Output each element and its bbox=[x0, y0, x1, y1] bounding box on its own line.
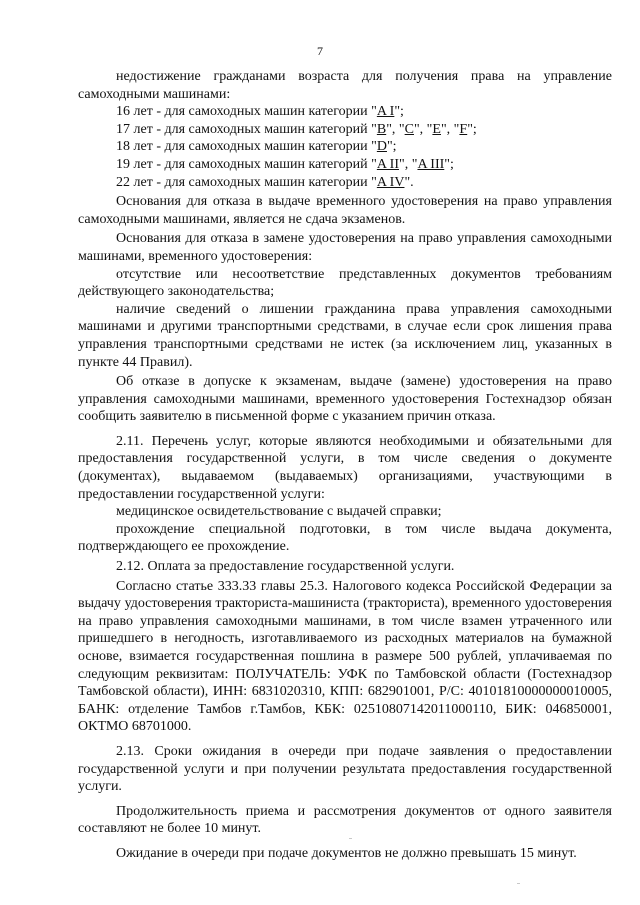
text-run: прохождение специальной подготовки, в том числе выдача документа, подтверждающего ее прохождение. bbox=[78, 521, 612, 555]
paragraph bbox=[78, 266, 612, 301]
paragraph bbox=[78, 521, 612, 556]
text-run: ", " bbox=[440, 121, 460, 137]
scan-speck bbox=[517, 883, 520, 884]
category-label: A III bbox=[417, 156, 445, 172]
text-run: 16 лет - для самоходных машин категории " bbox=[116, 104, 377, 120]
text-run: 2.11. Перечень услуг, которые являются необходимыми и обязательными для предоставления государственной услуги, в том числе сведения о документе (документах), выдаваемом (выдаваемых) организациями, участвующими в предоставлении государственной услуги: bbox=[78, 433, 612, 502]
text-run: наличие сведений о лишении гражданина права управления самоходными машинами и другими транспортными средствами, в случае если срок лишения права управления транспортными средствами не истек (за исключением лиц, указанных в пункте 44 Правил). bbox=[78, 301, 612, 370]
category-label: B bbox=[376, 121, 387, 137]
category-label: A IV bbox=[376, 174, 405, 190]
category-label: E bbox=[432, 121, 441, 137]
category-label: F bbox=[459, 121, 468, 137]
text-run: Основания для отказа в выдаче временного удостоверения на право управления самоходными машинами, является не сдача экзаменов. bbox=[78, 194, 612, 227]
text-run: "; bbox=[444, 156, 454, 172]
text-run: "; bbox=[386, 139, 397, 155]
text-run: ". bbox=[404, 174, 414, 190]
text-run: медицинское освидетельствование с выдачей справки; bbox=[116, 504, 442, 520]
paragraph bbox=[78, 845, 612, 863]
paragraph bbox=[78, 743, 612, 796]
paragraph bbox=[78, 558, 612, 576]
text-run: ", " bbox=[386, 121, 405, 137]
category-label: A II bbox=[376, 156, 400, 172]
text-run: 17 лет - для самоходных машин категорий " bbox=[116, 121, 377, 137]
text-run: отсутствие или несоответствие представленных документов требованиям действующего законодательства; bbox=[78, 266, 612, 300]
text-run: 19 лет - для самоходных машин категорий " bbox=[116, 156, 377, 172]
text-run: "; bbox=[394, 104, 404, 120]
page-number: 7 bbox=[317, 44, 323, 58]
paragraph bbox=[78, 193, 612, 228]
paragraph bbox=[78, 156, 612, 174]
text-run: Согласно статье 333.33 главы 25.3. Налогового кодекса Российской Федерации за выдачу удостоверения тракториста-машиниста (тракториста), временного удостоверения на право управления самоходными машинами, в том числе взамен утраченного или пришедшего в негодность, изготавливаемого из расходных материалов на бумажной основе, взимается государственная пошлина в размере 500 рублей, уплачиваемая по следующим реквизитам: ПОЛУЧАТЕЛЬ: УФК по Тамбовской области (Гостехнадзор Тамбовской области), ИНН: 6831020310, КПП: 682901001, Р/С: 40101810000000010005, БАНК: отделение Тамбов г.Тамбов, КБК: 02510807142011000110, БИК: 046850001, ОКТМО 68701000. bbox=[78, 578, 612, 735]
document-body bbox=[78, 68, 612, 863]
paragraph bbox=[78, 121, 612, 139]
text-run: Об отказе в допуске к экзаменам, выдаче (замене) удостоверения на право управления самоходными машинами, временного удостоверения Гостехнадзор обязан сообщить заявителю в письменной форме с указанием причин отказа. bbox=[78, 374, 612, 425]
paragraph bbox=[78, 301, 612, 371]
paragraph bbox=[78, 373, 612, 426]
text-run: 2.13. Сроки ожидания в очереди при подаче заявления о предоставлении государственной услуги и при получении результата предоставления государственной услуги. bbox=[78, 743, 612, 795]
paragraph bbox=[78, 230, 612, 265]
paragraph bbox=[78, 103, 612, 121]
text-run: ", " bbox=[413, 121, 433, 137]
text-run: недостижение гражданами возраста для получения права на управление самоходными машинами: bbox=[78, 69, 612, 102]
text-run: 18 лет - для самоходных машин категории " bbox=[116, 139, 377, 155]
text-run: Продолжительность приема и рассмотрения документов от одного заявителя составляют не более 10 минут. bbox=[78, 803, 612, 837]
text-run: 2.12. Оплата за предоставление государственной услуги. bbox=[116, 559, 455, 575]
text-run: 22 лет - для самоходных машин категории " bbox=[116, 174, 377, 190]
paragraph bbox=[78, 433, 612, 503]
category-label: C bbox=[404, 121, 414, 137]
text-run: Основания для отказа в замене удостоверения на право управления самоходными машинами, временного удостоверения: bbox=[78, 231, 612, 264]
text-run: Ожидание в очереди при подаче документов не должно превышать 15 минут. bbox=[116, 845, 577, 861]
category-label: D bbox=[376, 139, 387, 155]
paragraph bbox=[78, 68, 612, 103]
paragraph bbox=[78, 503, 612, 521]
paragraph bbox=[78, 174, 612, 192]
paragraph bbox=[78, 803, 612, 838]
category-label: A I bbox=[376, 104, 395, 120]
text-run: "; bbox=[467, 121, 477, 137]
paragraph bbox=[78, 578, 612, 736]
text-run: ", " bbox=[399, 156, 418, 172]
paragraph bbox=[78, 138, 612, 156]
scan-speck bbox=[349, 838, 352, 839]
